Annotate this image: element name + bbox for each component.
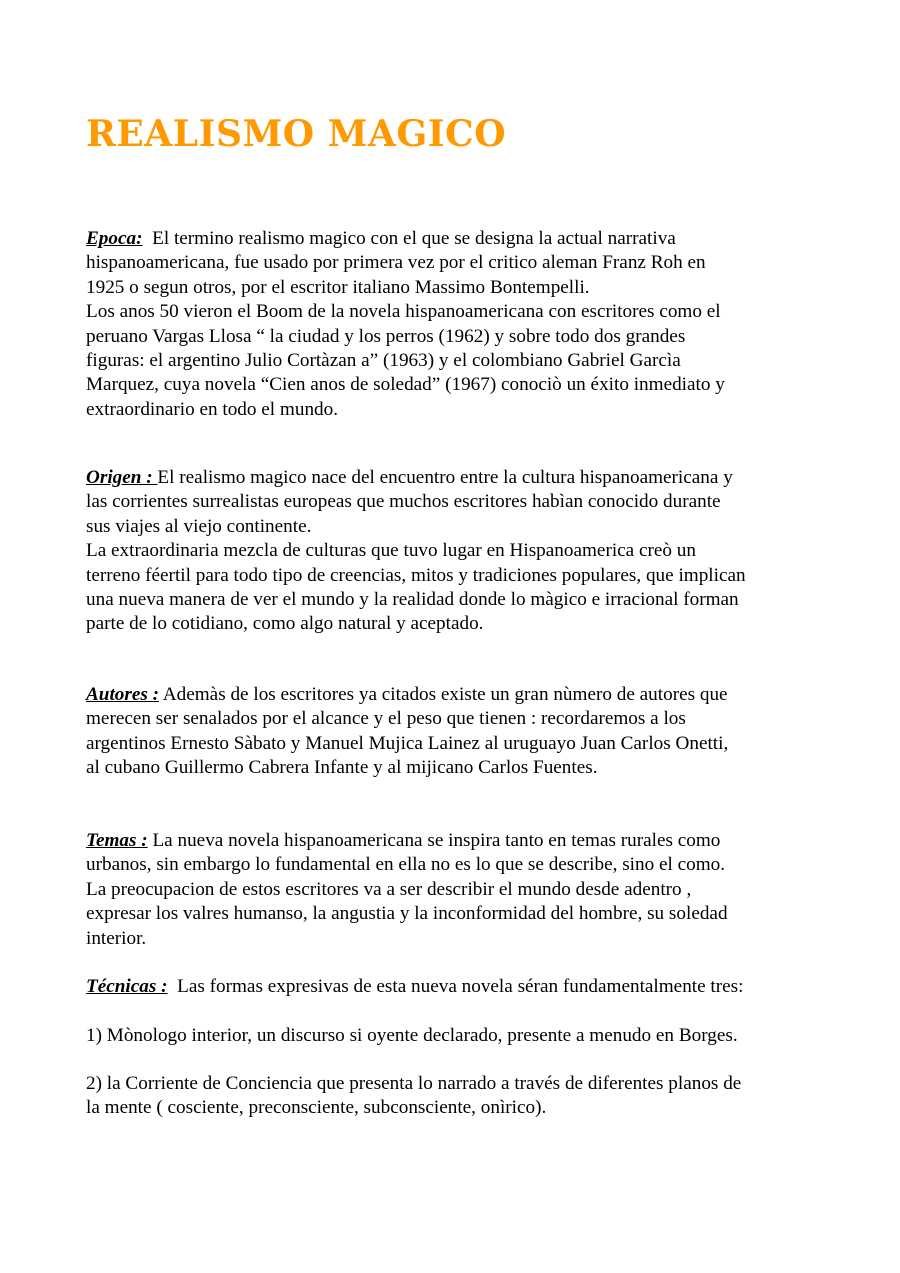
paragraph-line: sus viajes al viejo continente. — [86, 515, 312, 537]
paragraph-line: La extraordinaria mezcla de culturas que tuvo lugar en Hispanoamerica creò un — [86, 540, 696, 562]
paragraph-line: 2) la Corriente de Conciencia que presenta lo narrado a través de diferentes planos de — [86, 1073, 742, 1094]
paragraph-line: peruano Vargas Llosa “ la ciudad y los perros (1962) y sobre todo dos grandes — [86, 325, 686, 347]
list-item — [86, 1024, 826, 1048]
section-origen — [86, 466, 826, 637]
paragraph-line: extraordinario en todo el mundo. — [86, 398, 339, 420]
paragraph-text: El realismo magico nace del encuentro entre la cultura hispanoamericana y — [157, 467, 733, 488]
section-label-tecnicas: Técnicas : — [86, 976, 168, 997]
paragraph-text: La nueva novela hispanoamericana se inspira tanto en temas rurales como — [152, 830, 721, 851]
section-label-origen: Origen : — [86, 467, 158, 488]
paragraph-line: la mente ( cosciente, preconsciente, subconsciente, onìrico). — [86, 1097, 547, 1119]
paragraph-line: expresar los valres humanso, la angustia y la inconformidad del hombre, su soledad — [86, 903, 728, 925]
paragraph-line: terreno féertil para todo tipo de creencias, mitos y tradiciones populares, que implican — [86, 564, 746, 586]
list-item — [86, 1072, 826, 1121]
paragraph-line — [86, 975, 826, 999]
paragraph-line — [86, 683, 826, 707]
document-title: REALISMO MAGICO — [86, 113, 507, 155]
paragraph-line: Los anos 50 vieron el Boom de la novela hispanoamericana con escritores como el — [86, 301, 721, 323]
section-label-autores: Autores : — [86, 684, 160, 705]
section-autores — [86, 683, 826, 781]
paragraph-text: El termino realismo magico con el que se designa la actual narrativa — [152, 228, 676, 249]
section-temas — [86, 829, 826, 951]
paragraph-line: 1925 o segun otros, por el escritor italiano Massimo Bontempelli. — [86, 276, 590, 298]
paragraph-line: parte de lo cotidiano, como algo natural y aceptado. — [86, 613, 484, 635]
paragraph-text: Las formas expresivas de esta nueva novela séran fundamentalmente tres: — [177, 976, 744, 997]
paragraph-line: las corrientes surrealistas europeas que muchos escritores habìan conocido durante — [86, 491, 721, 513]
paragraph-line: La preocupacion de estos escritores va a ser describir el mundo desde adentro , — [86, 878, 692, 900]
paragraph-text: Ademàs de los escritores ya citados existe un gran nùmero de autores que — [162, 684, 728, 705]
paragraph-line: merecen ser senalados por el alcance y el peso que tienen : recordaremos a los — [86, 708, 686, 730]
section-tecnicas — [86, 975, 826, 999]
paragraph-line: Marquez, cuya novela “Cien anos de soledad” (1967) conociò un éxito inmediato y — [86, 374, 725, 396]
paragraph-line — [86, 829, 826, 853]
paragraph-line: figuras: el argentino Julio Cortàzan a” (1963) y el colombiano Gabriel Garcìa — [86, 350, 681, 372]
paragraph-line — [86, 466, 826, 490]
paragraph-line — [86, 227, 826, 251]
section-epoca — [86, 227, 826, 422]
section-label-epoca: Epoca: — [86, 228, 143, 249]
paragraph-line: interior. — [86, 927, 147, 949]
paragraph-line: 1) Mònologo interior, un discurso si oyente declarado, presente a menudo en Borges. — [86, 1025, 738, 1046]
section-label-temas: Temas : — [86, 830, 148, 851]
paragraph-line: al cubano Guillermo Cabrera Infante y al mijicano Carlos Fuentes. — [86, 757, 598, 779]
paragraph-line: urbanos, sin embargo lo fundamental en ella no es lo que se describe, sino el como. — [86, 854, 726, 876]
paragraph-line: argentinos Ernesto Sàbato y Manuel Mujica Lainez al uruguayo Juan Carlos Onetti, — [86, 732, 729, 754]
paragraph-line: hispanoamericana, fue usado por primera vez por el critico aleman Franz Roh en — [86, 252, 706, 274]
paragraph-line: una nueva manera de ver el mundo y la realidad donde lo màgico e irracional forman — [86, 589, 739, 611]
